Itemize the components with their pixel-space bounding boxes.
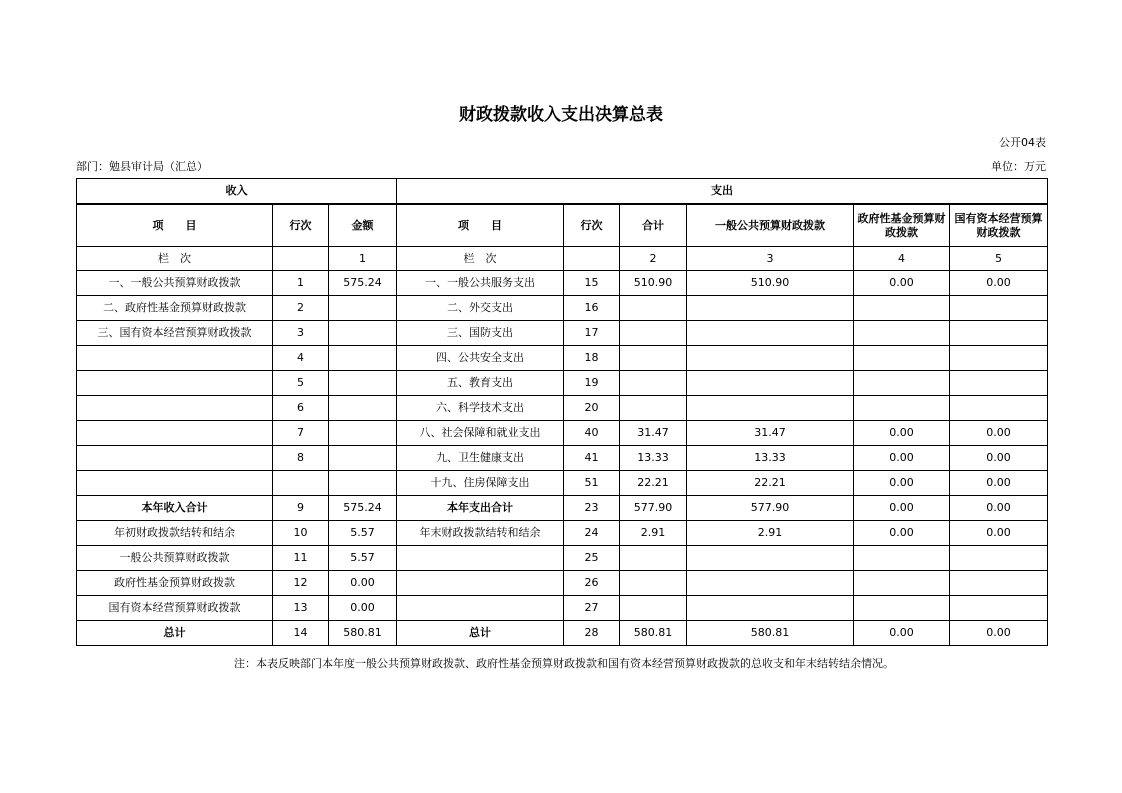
- expense-rowno-cell: 18: [564, 346, 620, 371]
- state-capital-cell: 0.00: [950, 521, 1048, 546]
- income-amount-cell: 0.00: [329, 596, 397, 621]
- expense-total-cell: [620, 571, 687, 596]
- income-rowno-cell: 6: [273, 396, 329, 421]
- income-amount-cell: 5.57: [329, 521, 397, 546]
- expense-total-cell: [620, 346, 687, 371]
- income-item-cell: 本年收入合计: [77, 496, 273, 521]
- income-rowno-cell: 11: [273, 546, 329, 571]
- income-rowno-cell: 1: [273, 271, 329, 296]
- general-budget-header: 一般公共预算财政拨款: [687, 204, 854, 247]
- form-code: 公开04表: [999, 136, 1046, 149]
- expense-item-cell: [397, 596, 564, 621]
- col-index-4: [564, 247, 620, 271]
- expense-rowno-cell: 25: [564, 546, 620, 571]
- table-row: [77, 621, 1048, 646]
- income-rowno-cell: 5: [273, 371, 329, 396]
- expense-rowno-cell: 15: [564, 271, 620, 296]
- income-amount-cell: 0.00: [329, 571, 397, 596]
- income-item-cell: [77, 396, 273, 421]
- income-rowno-cell: 9: [273, 496, 329, 521]
- expense-item-cell: 本年支出合计: [397, 496, 564, 521]
- state-capital-cell: [950, 321, 1048, 346]
- income-amount-cell: [329, 396, 397, 421]
- expense-rowno-cell: 26: [564, 571, 620, 596]
- income-rowno-cell: 4: [273, 346, 329, 371]
- table-row: [77, 321, 1048, 346]
- gov-fund-cell: 0.00: [854, 446, 950, 471]
- expense-header: 支出: [397, 179, 1048, 205]
- unit-label: 单位：万元: [991, 160, 1046, 173]
- expense-rowno-cell: 20: [564, 396, 620, 421]
- table-row: [77, 296, 1048, 321]
- income-amount-cell: 5.57: [329, 546, 397, 571]
- state-capital-cell: [950, 346, 1048, 371]
- expense-total-cell: 2.91: [620, 521, 687, 546]
- gov-fund-cell: [854, 571, 950, 596]
- col-index-2: 1: [329, 247, 397, 271]
- general-budget-cell: 13.33: [687, 446, 854, 471]
- expense-total-cell: [620, 596, 687, 621]
- expense-rowno-cell: 40: [564, 421, 620, 446]
- income-rowno-cell: 12: [273, 571, 329, 596]
- gov-fund-cell: 0.00: [854, 421, 950, 446]
- expense-item-cell: 八、社会保障和就业支出: [397, 421, 564, 446]
- general-budget-cell: 31.47: [687, 421, 854, 446]
- col-index-6: 3: [687, 247, 854, 271]
- table-row: [77, 396, 1048, 421]
- state-capital-header: 国有资本经营预算财政拨款: [950, 204, 1048, 247]
- income-item-header: 项 目: [77, 204, 273, 247]
- general-budget-cell: 2.91: [687, 521, 854, 546]
- general-budget-cell: 577.90: [687, 496, 854, 521]
- expense-rowno-cell: 17: [564, 321, 620, 346]
- state-capital-cell: [950, 371, 1048, 396]
- income-item-cell: 国有资本经营预算财政拨款: [77, 596, 273, 621]
- page-title: 财政拨款收入支出决算总表: [459, 105, 663, 125]
- col-index-3: 栏 次: [397, 247, 564, 271]
- expense-total-cell: [620, 371, 687, 396]
- general-budget-cell: 580.81: [687, 621, 854, 646]
- table-row: [77, 446, 1048, 471]
- expense-total-header: 合计: [620, 204, 687, 247]
- gov-fund-header: 政府性基金预算财政拨款: [854, 204, 950, 247]
- table-row: [77, 421, 1048, 446]
- general-budget-cell: 22.21: [687, 471, 854, 496]
- income-item-cell: 二、政府性基金预算财政拨款: [77, 296, 273, 321]
- expense-total-cell: 22.21: [620, 471, 687, 496]
- expense-total-cell: 577.90: [620, 496, 687, 521]
- gov-fund-cell: 0.00: [854, 496, 950, 521]
- state-capital-cell: 0.00: [950, 471, 1048, 496]
- col-index-8: 5: [950, 247, 1048, 271]
- income-item-cell: [77, 346, 273, 371]
- income-rowno-cell: 3: [273, 321, 329, 346]
- state-capital-cell: 0.00: [950, 496, 1048, 521]
- income-amount-cell: 575.24: [329, 496, 397, 521]
- expense-item-cell: 总计: [397, 621, 564, 646]
- income-amount-cell: 580.81: [329, 621, 397, 646]
- income-item-cell: 政府性基金预算财政拨款: [77, 571, 273, 596]
- col-index-0: 栏 次: [77, 247, 273, 271]
- gov-fund-cell: [854, 296, 950, 321]
- column-index-row: [77, 247, 1048, 271]
- col-index-7: 4: [854, 247, 950, 271]
- income-rowno-cell: 8: [273, 446, 329, 471]
- department-label: 部门：勉县审计局（汇总）: [76, 160, 208, 173]
- general-budget-cell: [687, 396, 854, 421]
- col-index-1: [273, 247, 329, 271]
- expense-total-cell: 510.90: [620, 271, 687, 296]
- state-capital-cell: [950, 396, 1048, 421]
- gov-fund-cell: 0.00: [854, 621, 950, 646]
- income-amount-cell: [329, 321, 397, 346]
- income-rowno-cell: 10: [273, 521, 329, 546]
- expense-item-cell: 十九、住房保障支出: [397, 471, 564, 496]
- general-budget-cell: 510.90: [687, 271, 854, 296]
- expense-item-cell: [397, 546, 564, 571]
- income-rowno-header: 行次: [273, 204, 329, 247]
- state-capital-cell: 0.00: [950, 271, 1048, 296]
- header-row-sections: [77, 179, 1048, 205]
- expense-item-cell: 二、外交支出: [397, 296, 564, 321]
- expense-item-cell: 三、国防支出: [397, 321, 564, 346]
- state-capital-cell: 0.00: [950, 421, 1048, 446]
- gov-fund-cell: 0.00: [854, 271, 950, 296]
- income-amount-cell: [329, 371, 397, 396]
- gov-fund-cell: [854, 346, 950, 371]
- state-capital-cell: 0.00: [950, 621, 1048, 646]
- income-item-cell: 一般公共预算财政拨款: [77, 546, 273, 571]
- expense-item-cell: 一、一般公共服务支出: [397, 271, 564, 296]
- expense-total-cell: 31.47: [620, 421, 687, 446]
- general-budget-cell: [687, 596, 854, 621]
- income-rowno-cell: [273, 471, 329, 496]
- expense-total-cell: [620, 321, 687, 346]
- gov-fund-cell: [854, 321, 950, 346]
- budget-table: [76, 178, 1048, 646]
- income-item-cell: 年初财政拨款结转和结余: [77, 521, 273, 546]
- general-budget-cell: [687, 371, 854, 396]
- gov-fund-cell: [854, 396, 950, 421]
- expense-item-cell: [397, 571, 564, 596]
- income-item-cell: [77, 446, 273, 471]
- expense-item-cell: 四、公共安全支出: [397, 346, 564, 371]
- expense-rowno-header: 行次: [564, 204, 620, 247]
- expense-item-cell: 五、教育支出: [397, 371, 564, 396]
- income-amount-header: 金额: [329, 204, 397, 247]
- income-item-cell: [77, 421, 273, 446]
- state-capital-cell: 0.00: [950, 446, 1048, 471]
- expense-rowno-cell: 23: [564, 496, 620, 521]
- table-row: [77, 521, 1048, 546]
- expense-item-cell: 六、科学技术支出: [397, 396, 564, 421]
- gov-fund-cell: [854, 596, 950, 621]
- gov-fund-cell: [854, 371, 950, 396]
- expense-rowno-cell: 27: [564, 596, 620, 621]
- expense-total-cell: [620, 396, 687, 421]
- general-budget-cell: [687, 346, 854, 371]
- income-rowno-cell: 14: [273, 621, 329, 646]
- state-capital-cell: [950, 596, 1048, 621]
- income-item-cell: 一、一般公共预算财政拨款: [77, 271, 273, 296]
- table-row: [77, 571, 1048, 596]
- gov-fund-cell: [854, 546, 950, 571]
- table-row: [77, 346, 1048, 371]
- expense-rowno-cell: 41: [564, 446, 620, 471]
- state-capital-cell: [950, 546, 1048, 571]
- income-amount-cell: [329, 471, 397, 496]
- income-item-cell: 总计: [77, 621, 273, 646]
- income-item-cell: [77, 471, 273, 496]
- general-budget-cell: [687, 546, 854, 571]
- income-amount-cell: [329, 421, 397, 446]
- gov-fund-cell: 0.00: [854, 471, 950, 496]
- expense-item-header: 项 目: [397, 204, 564, 247]
- footnote: 注：本表反映部门本年度一般公共预算财政拨款、政府性基金预算财政拨款和国有资本经营预算财政拨款的总收支和年末结转结余情况。: [234, 657, 894, 670]
- header-row-columns: [77, 204, 1048, 247]
- expense-rowno-cell: 16: [564, 296, 620, 321]
- table-row: [77, 596, 1048, 621]
- general-budget-cell: [687, 321, 854, 346]
- table-row: [77, 496, 1048, 521]
- state-capital-cell: [950, 571, 1048, 596]
- expense-item-cell: 九、卫生健康支出: [397, 446, 564, 471]
- expense-total-cell: [620, 546, 687, 571]
- expense-total-cell: 13.33: [620, 446, 687, 471]
- expense-rowno-cell: 24: [564, 521, 620, 546]
- income-amount-cell: [329, 346, 397, 371]
- expense-rowno-cell: 19: [564, 371, 620, 396]
- table-row: [77, 271, 1048, 296]
- expense-total-cell: 580.81: [620, 621, 687, 646]
- expense-rowno-cell: 28: [564, 621, 620, 646]
- expense-total-cell: [620, 296, 687, 321]
- income-amount-cell: 575.24: [329, 271, 397, 296]
- expense-rowno-cell: 51: [564, 471, 620, 496]
- income-rowno-cell: 2: [273, 296, 329, 321]
- state-capital-cell: [950, 296, 1048, 321]
- gov-fund-cell: 0.00: [854, 521, 950, 546]
- expense-item-cell: 年末财政拨款结转和结余: [397, 521, 564, 546]
- income-amount-cell: [329, 446, 397, 471]
- income-rowno-cell: 13: [273, 596, 329, 621]
- table-row: [77, 371, 1048, 396]
- income-item-cell: 三、国有资本经营预算财政拨款: [77, 321, 273, 346]
- col-index-5: 2: [620, 247, 687, 271]
- income-rowno-cell: 7: [273, 421, 329, 446]
- income-amount-cell: [329, 296, 397, 321]
- income-item-cell: [77, 371, 273, 396]
- general-budget-cell: [687, 296, 854, 321]
- table-row: [77, 546, 1048, 571]
- table-row: [77, 471, 1048, 496]
- income-header: 收入: [77, 179, 397, 205]
- general-budget-cell: [687, 571, 854, 596]
